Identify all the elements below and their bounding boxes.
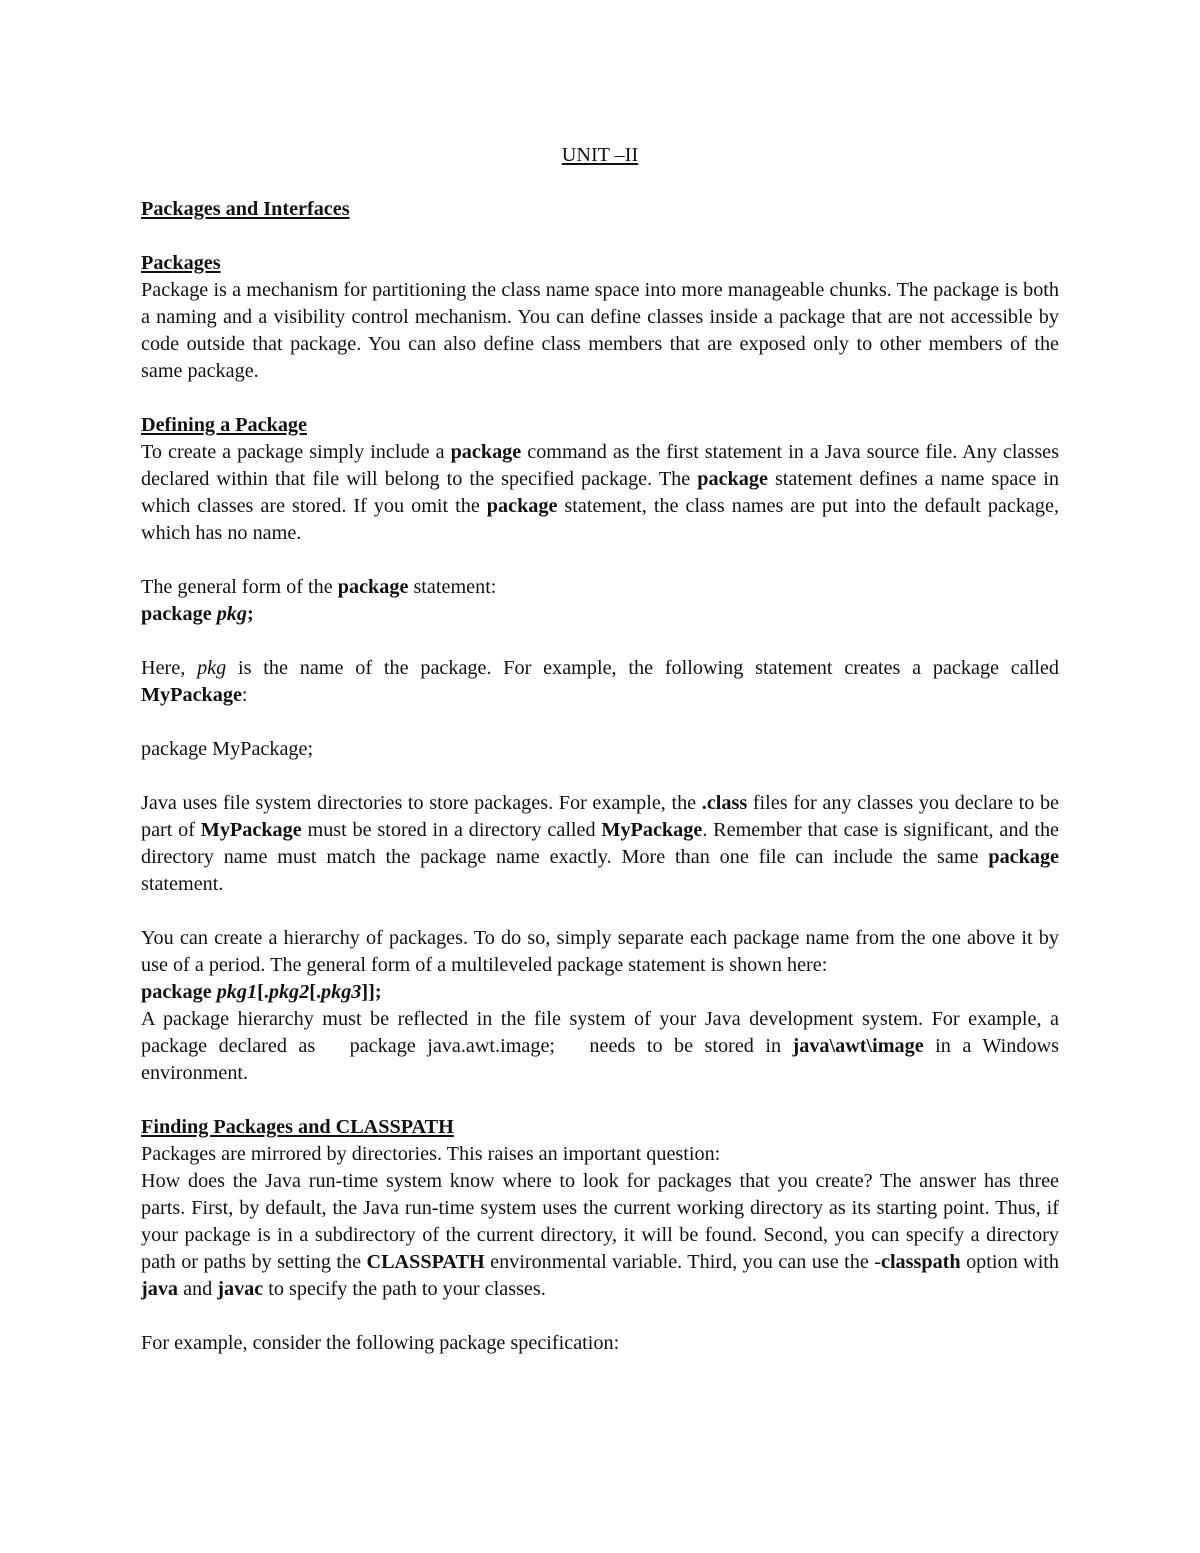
example-intro: For example, consider the following package specification: xyxy=(141,1332,620,1354)
packages-paragraph: Package is a mechanism for partitioning the class name space into more manageable chunks. The package is both a naming and a visibility control mechanism. You can define classes inside a package that are not accessible by code outside that package. You can also define class members that are exposed only to other members of the same package. xyxy=(141,279,1059,382)
reflected-paragraph: A package hierarchy must be reflected in the file system of your Java development system. For example, a package declared as package java.awt.image; needs to be stored in java\awt\image in a Windows environment. xyxy=(141,1008,1065,1084)
package-syntax: package pkg; xyxy=(141,603,254,625)
hierarchy-syntax: package pkg1[.pkg2[.pkg3]]; xyxy=(141,981,382,1003)
unit-title: UNIT –II xyxy=(561,144,639,166)
hierarchy-paragraph: You can create a hierarchy of packages. To do so, simply separate each package name from the one above it by use of a period. The general form of a multileveled package statement is shown here: xyxy=(141,927,1059,976)
classpath-paragraph: How does the Java run-time system know where to look for packages that you create? The answer has three parts. First, by default, the Java run-time system uses the current working directory as its starting point. Thus, if your package is in a subdirectory of the current directory, it will be found. Second, you can specify a directory path or paths by setting the CLASSPATH environmental variable. Third, you can use the -classpath option with java and javac to specify the path to your classes. xyxy=(141,1170,1060,1300)
section-heading-finding: Finding Packages and CLASSPATH xyxy=(141,1116,454,1138)
java-directories-paragraph: Java uses file system directories to store packages. For example, the .class files for any classes you declare to be part of MyPackage must be stored in a directory called MyPackage. Remember that case is significant, and the directory name must match the package name exactly. More than one file can include the same package statement. xyxy=(141,792,1059,895)
section-heading-packages: Packages xyxy=(141,252,221,274)
example-statement: package MyPackage; xyxy=(141,738,314,760)
general-form-line: The general form of the package statement: xyxy=(141,576,497,598)
document-page xyxy=(141,142,1065,1357)
here-paragraph: Here, pkg is the name of the package. For example, the following statement creates a package called MyPackage: xyxy=(141,657,1059,706)
defining-paragraph: To create a package simply include a package command as the first statement in a Java source file. Any classes declared within that file will belong to the specified package. The package statement defines a name space in which classes are stored. If you omit the package statement, the class names are put into the default package, which has no name. xyxy=(141,441,1059,544)
mirrored-line: Packages are mirrored by directories. This raises an important question: xyxy=(141,1143,721,1165)
chapter-title: Packages and Interfaces xyxy=(141,198,350,220)
section-heading-defining: Defining a Package xyxy=(141,414,307,436)
